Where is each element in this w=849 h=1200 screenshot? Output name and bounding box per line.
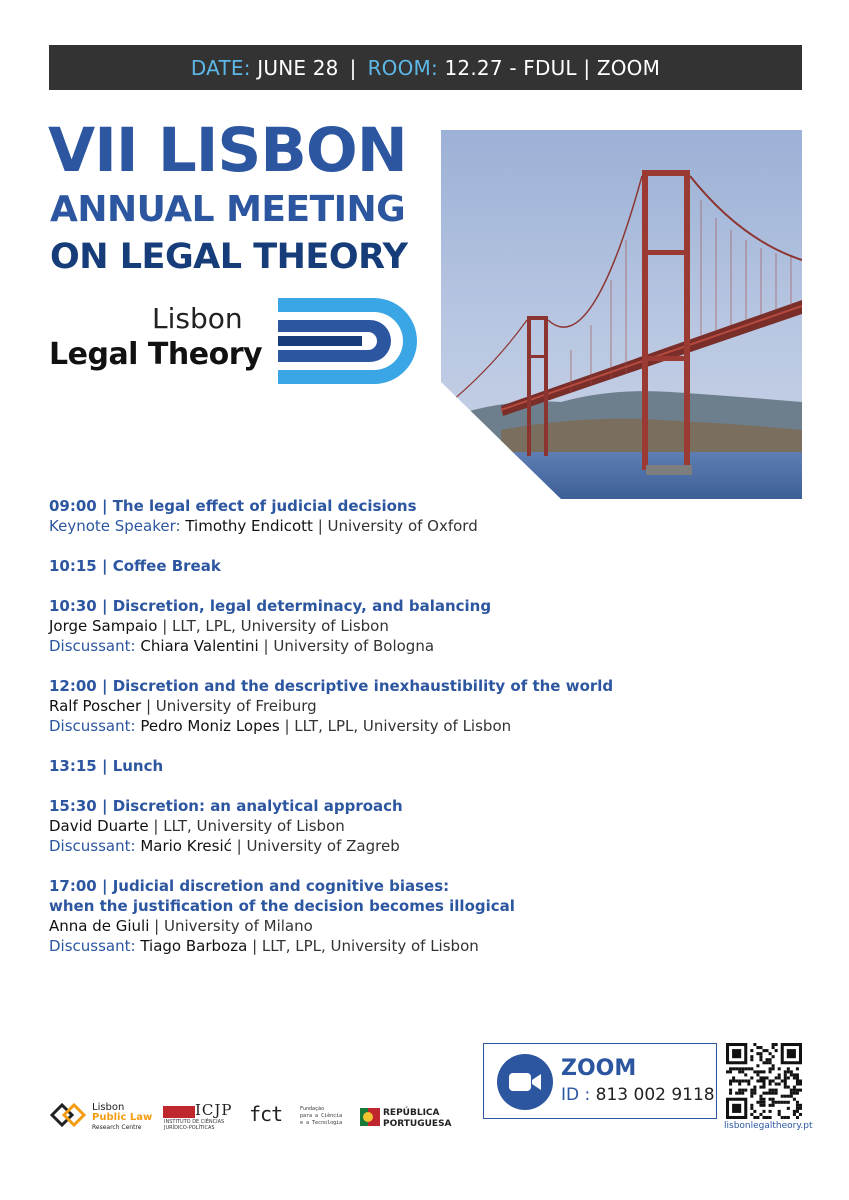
republica-portuguesa-logo <box>383 1108 452 1130</box>
icjp-logo-icon <box>163 1106 195 1118</box>
time-divider: | <box>96 877 113 895</box>
speaker-line <box>49 716 789 736</box>
session-title: The legal effect of judicial decisions <box>112 497 417 515</box>
session-title: Discretion: an analytical approach <box>112 797 403 815</box>
lpl-line1: Lisbon <box>92 1102 125 1113</box>
session-heading <box>49 556 789 576</box>
session-heading <box>49 756 789 776</box>
speaker-line <box>49 616 789 636</box>
fct-logo: fct <box>249 1102 283 1126</box>
date-label: DATE: <box>190 55 251 80</box>
speaker-name: Jorge Sampaio <box>49 617 158 635</box>
session-time: 17:00 <box>49 877 97 895</box>
session-heading <box>49 796 789 816</box>
speaker-line <box>49 936 789 956</box>
fct-line3: e a Tecnologia <box>300 1120 343 1126</box>
session-time: 10:15 <box>49 557 97 575</box>
brand-name-line1: Lisbon <box>152 302 243 335</box>
zoom-id-label: ID : <box>561 1085 591 1105</box>
speaker-line <box>49 516 789 536</box>
rp-line1: REPÚBLICA <box>383 1108 440 1118</box>
event-title-line3: ON LEGAL THEORY <box>50 237 408 277</box>
event-info-bar <box>49 45 802 90</box>
session-heading <box>49 896 789 916</box>
bridge-photo <box>441 130 802 499</box>
schedule-item <box>49 796 789 856</box>
speaker-name: Tiago Barboza <box>140 937 248 955</box>
speaker-name: Mario Kresić <box>140 837 232 855</box>
lisbon-public-law-logo-icon <box>50 1102 88 1128</box>
speaker-affiliation: | LLT, LPL, University of Lisbon <box>162 617 389 635</box>
speaker-affiliation: | University of Freiburg <box>145 697 317 715</box>
speaker-line <box>49 816 789 836</box>
session-heading <box>49 676 789 696</box>
fct-line1: Fundação <box>300 1106 325 1112</box>
speaker-line <box>49 916 789 936</box>
time-divider: | <box>96 497 113 515</box>
room-value: 12.27 - FDUL | ZOOM <box>444 55 661 80</box>
schedule-item <box>49 496 789 536</box>
speaker-name: Anna de Giuli <box>49 917 150 935</box>
time-divider: | <box>96 597 113 615</box>
speaker-role: Discussant: <box>49 637 136 655</box>
session-title: when the justification of the decision becomes illogical <box>49 897 515 915</box>
brand-name-line2: Legal Theory <box>49 337 263 372</box>
speaker-name: Timothy Endicott <box>185 517 313 535</box>
speaker-role: Discussant: <box>49 937 136 955</box>
time-divider: | <box>96 557 113 575</box>
session-title: Lunch <box>112 757 164 775</box>
speaker-affiliation: | LLT, LPL, University of Lisbon <box>284 717 512 735</box>
fct-full-name <box>300 1106 342 1127</box>
time-divider: | <box>96 757 113 775</box>
speaker-name: David Duarte <box>49 817 149 835</box>
speaker-name: Pedro Moniz Lopes <box>140 717 280 735</box>
rp-line2: PORTUGUESA <box>383 1119 452 1129</box>
session-heading <box>49 596 789 616</box>
icjp-abbr: ICJP <box>195 1101 233 1119</box>
session-time: 12:00 <box>49 677 97 695</box>
speaker-role: Discussant: <box>49 717 136 735</box>
zoom-info-box <box>483 1043 717 1119</box>
schedule-item <box>49 676 789 736</box>
speaker-affiliation: | University of Oxford <box>317 517 478 535</box>
event-title-line1: VII LISBON <box>48 115 407 186</box>
speaker-name: Ralf Poscher <box>49 697 142 715</box>
session-title: Discretion and the descriptive inexhaustibility of the world <box>112 677 614 695</box>
speaker-affiliation: | University of Bologna <box>263 637 435 655</box>
lpl-line3: Research Centre <box>92 1124 142 1131</box>
speaker-affiliation: | University of Zagreb <box>236 837 400 855</box>
schedule-item <box>49 556 789 576</box>
speaker-role: Keynote Speaker: <box>49 517 181 535</box>
website-link[interactable]: lisbonlegaltheory.pt <box>724 1121 813 1131</box>
speaker-affiliation: | University of Milano <box>154 917 313 935</box>
schedule-item <box>49 596 789 656</box>
time-divider: | <box>96 797 113 815</box>
zoom-camera-icon <box>497 1054 553 1110</box>
speaker-name: Chiara Valentini <box>140 637 259 655</box>
speaker-affiliation: | LLT, University of Lisbon <box>153 817 345 835</box>
zoom-label: ZOOM <box>561 1056 637 1081</box>
speaker-role: Discussant: <box>49 837 136 855</box>
speaker-line <box>49 636 789 656</box>
schedule <box>49 496 789 976</box>
icjp-full-name: INSTITUTO DE CIÊNCIAS JURÍDICO-POLÍTICAS <box>164 1119 225 1131</box>
zoom-id-value[interactable]: 813 002 9118 <box>595 1085 715 1105</box>
session-title: Judicial discretion and cognitive biases: <box>112 877 450 895</box>
speaker-line <box>49 696 789 716</box>
session-time: 09:00 <box>49 497 97 515</box>
zoom-meeting-id <box>561 1087 715 1104</box>
session-time: 10:30 <box>49 597 97 615</box>
lisbon-legal-theory-logo-icon <box>278 296 418 386</box>
fct-line2: para a Ciência <box>300 1113 343 1119</box>
republica-portuguesa-emblem-icon <box>360 1106 380 1128</box>
qr-code-icon[interactable] <box>726 1043 802 1119</box>
room-label: ROOM: <box>367 55 438 80</box>
session-title: Discretion, legal determinacy, and balancing <box>112 597 492 615</box>
speaker-affiliation: | LLT, LPL, University of Lisbon <box>252 937 479 955</box>
time-divider: | <box>96 677 113 695</box>
lisbon-public-law-logo <box>92 1103 152 1133</box>
session-title: Coffee Break <box>112 557 221 575</box>
speaker-line <box>49 836 789 856</box>
session-heading <box>49 496 789 516</box>
event-title-line2: ANNUAL MEETING <box>50 189 406 230</box>
session-heading <box>49 876 789 896</box>
schedule-item <box>49 876 789 956</box>
lpl-line2: Public Law <box>92 1112 153 1123</box>
schedule-item <box>49 756 789 776</box>
session-time: 13:15 <box>49 757 97 775</box>
date-value: JUNE 28 <box>257 55 339 80</box>
info-divider: | <box>349 55 357 80</box>
session-time: 15:30 <box>49 797 97 815</box>
